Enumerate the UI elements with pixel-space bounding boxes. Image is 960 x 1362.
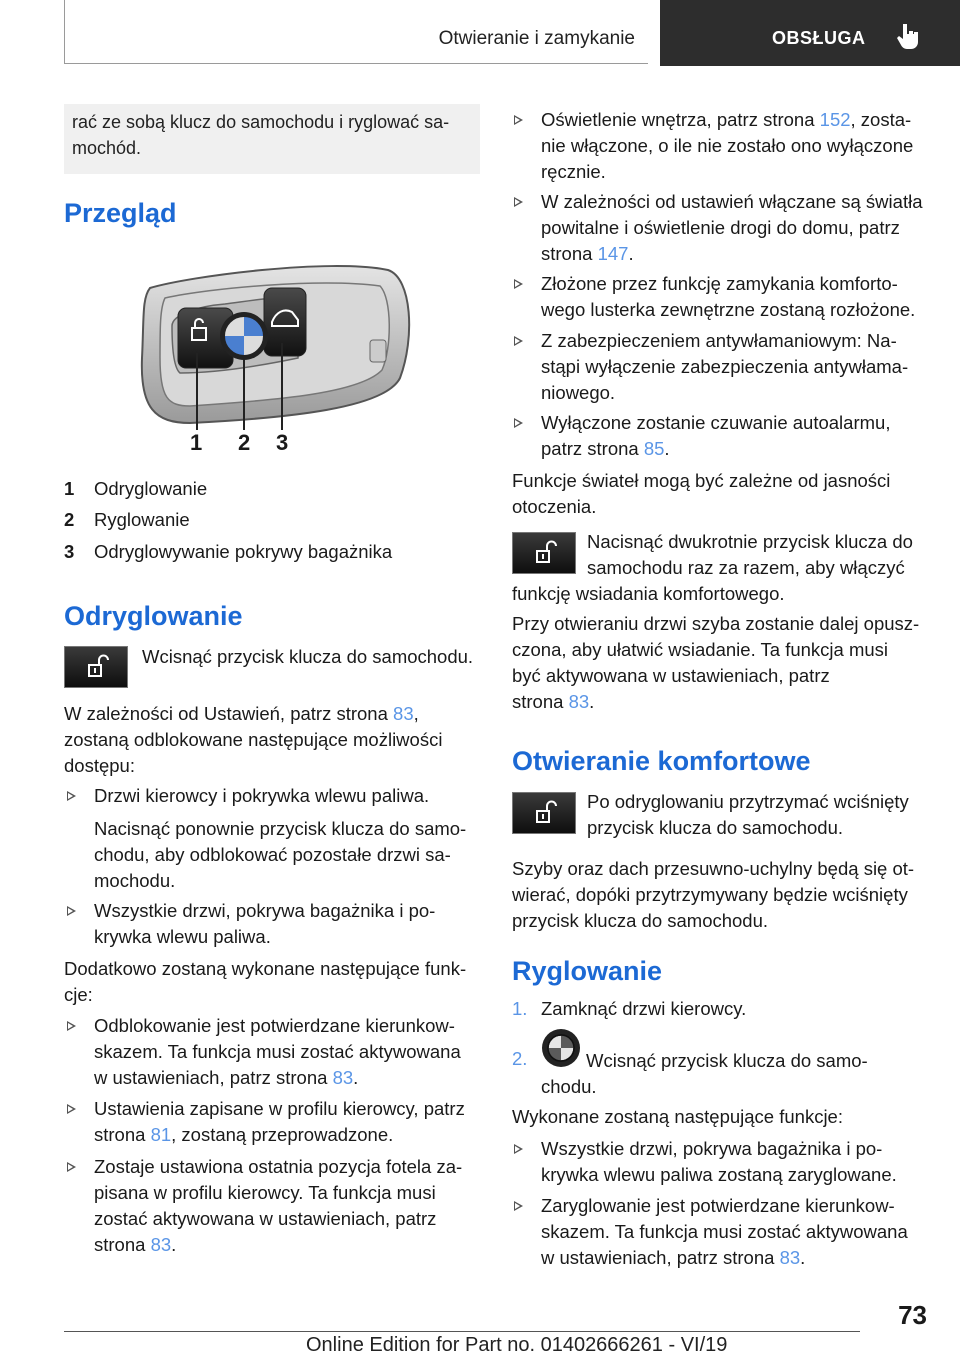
legend-text: Ryglowanie <box>94 509 190 530</box>
page-link[interactable]: 83 <box>779 1247 801 1268</box>
overview-heading: Przegląd <box>64 198 177 228</box>
bullet-icon <box>514 418 523 428</box>
settings-line-2: zostaną odblokowane następujące możliwości <box>64 729 443 750</box>
legend-num: 3 <box>64 541 75 562</box>
window-note: czona, aby ułatwić wsiadanie. Ta funkcja musi <box>512 639 889 660</box>
lock-func-item: krywka wlewu paliwa zostaną zaryglowane. <box>541 1164 897 1185</box>
hand-pointer-icon <box>895 22 921 55</box>
double-press-text: samochodu raz za razem, aby włączyć <box>587 557 905 578</box>
lock-heading: Ryglowanie <box>512 956 663 986</box>
bullet-icon <box>514 279 523 289</box>
unlock-instruction: Wcisnąć przycisk klucza do samochodu. <box>142 646 474 667</box>
unlock-func-item: Oświetlenie wnętrza, patrz strona 152, zosta- <box>541 109 912 130</box>
page-number: 73 <box>898 1300 927 1330</box>
extra-line-1: Dodatkowo zostaną wykonane następujące funk- <box>64 958 467 979</box>
chapter-tab-label: OBSŁUGA <box>772 28 866 48</box>
settings-line-1: W zależności od Ustawień, patrz strona 83, <box>64 703 419 724</box>
legend-num: 1 <box>64 478 75 499</box>
page-link[interactable]: 85 <box>643 438 665 459</box>
key-fob-figure <box>130 258 420 468</box>
intro-note: rać ze sobą klucz do samochodu i ryglować sa-mochód. <box>64 104 480 174</box>
unlock-func-item: wego lusterka zewnętrzne zostaną rozłożone. <box>541 299 916 320</box>
func-item: strona 83. <box>94 1234 177 1255</box>
bullet-icon <box>514 197 523 207</box>
func-item: strona 81, zostaną przeprowadzone. <box>94 1124 394 1145</box>
unlock-func-item: nie włączone, o ile nie zostało ono wyłączone <box>541 135 914 156</box>
callout-2: 2 <box>238 430 251 455</box>
unlock-key-icon <box>512 792 576 834</box>
comfort-instruction: przycisk klucza do samochodu. <box>587 817 844 838</box>
chapter-tab[interactable] <box>660 0 960 66</box>
legend-text: Odryglowanie <box>94 478 208 499</box>
unlock-key-icon <box>64 646 128 688</box>
unlock-func-item: strona 147. <box>541 243 634 264</box>
bmw-button-icon <box>541 1028 581 1068</box>
window-note: być aktywowana w ustawieniach, patrz <box>512 665 830 686</box>
func-item: skazem. Ta funkcja musi zostać aktywowana <box>94 1041 461 1062</box>
unlock-func-item: stąpi wyłączenie zabezpieczenia antywłama- <box>541 356 909 377</box>
func-item: Odblokowanie jest potwierdzane kierunkow- <box>94 1015 455 1036</box>
step-text: chodu. <box>541 1076 597 1097</box>
bullet-icon <box>67 1162 76 1172</box>
callout-3: 3 <box>276 430 289 455</box>
step-number: 1. <box>512 998 528 1019</box>
page-link[interactable]: 83 <box>332 1067 354 1088</box>
lock-functions-intro: Wykonane zostaną następujące funkcje: <box>512 1106 843 1127</box>
page-link[interactable]: 152 <box>819 109 851 130</box>
func-item: Zostaje ustawiona ostatnia pozycja fotela za- <box>94 1156 463 1177</box>
unlock-func-item: Złożone przez funkcję zamykania komforto- <box>541 273 898 294</box>
lock-func-item: skazem. Ta funkcja musi zostać aktywowana <box>541 1221 908 1242</box>
unlock-func-item: Wyłączone zostanie czuwanie autoalarmu, <box>541 412 891 433</box>
window-note: strona 83. <box>512 691 595 712</box>
step-text: Wcisnąć przycisk klucza do samo- <box>586 1050 868 1071</box>
window-note: Przy otwieraniu drzwi szyba zostanie dalej opusz- <box>512 613 920 634</box>
bullet-icon <box>67 791 76 801</box>
func-item: pisana w profilu kierowcy. Ta funkcja musi <box>94 1182 436 1203</box>
access-sub-line: mochodu. <box>94 870 176 891</box>
access-item: Drzwi kierowcy i pokrywka wlewu paliwa. <box>94 785 430 806</box>
access-item: krywka wlewu paliwa. <box>94 926 271 947</box>
bullet-icon <box>514 1144 523 1154</box>
unlock-func-item: niowego. <box>541 382 616 403</box>
legend-text: Odryglowywanie pokrywy bagażnika <box>94 541 393 562</box>
page-link[interactable]: 83 <box>568 691 590 712</box>
bullet-icon <box>514 1201 523 1211</box>
access-item: Wszystkie drzwi, pokrywa bagażnika i po- <box>94 900 436 921</box>
comfort-heading: Otwieranie komfortowe <box>512 746 811 776</box>
access-sub-line: chodu, aby odblokować pozostałe drzwi sa- <box>94 844 451 865</box>
page-link[interactable]: 83 <box>150 1234 172 1255</box>
unlock-key-icon <box>512 532 576 574</box>
settings-line-3: dostępu: <box>64 755 135 776</box>
unlock-func-item: W zależności od ustawień włączane są światła <box>541 191 923 212</box>
page-link[interactable]: 83 <box>393 703 414 724</box>
unlock-func-item: Z zabezpieczeniem antywłamaniowym: Na- <box>541 330 897 351</box>
lights-note: otoczenia. <box>512 496 597 517</box>
lock-func-item: Wszystkie drzwi, pokrywa bagażnika i po- <box>541 1138 883 1159</box>
comfort-note: Szyby oraz dach przesuwno-uchylny będą się ot- <box>512 858 915 879</box>
footer-divider <box>64 1331 860 1332</box>
lock-func-item: Zaryglowanie jest potwierdzane kierunkow- <box>541 1195 895 1216</box>
func-item: Ustawienia zapisane w profilu kierowcy, patrz <box>94 1098 465 1119</box>
callout-1: 1 <box>190 430 203 455</box>
section-title: Otwieranie i zamykanie <box>438 28 635 49</box>
page-link[interactable]: 81 <box>150 1124 172 1145</box>
step-text: Zamknąć drzwi kierowcy. <box>541 998 747 1019</box>
double-press-text: Nacisnąć dwukrotnie przycisk klucza do <box>587 531 913 552</box>
edition-text: Online Edition for Part no. 01402666261 - VI/19 <box>306 1334 728 1356</box>
lock-func-item: w ustawieniach, patrz strona 83. <box>541 1247 806 1268</box>
func-item: w ustawieniach, patrz strona 83. <box>94 1067 359 1088</box>
step-number: 2. <box>512 1048 528 1069</box>
page-link[interactable]: 147 <box>597 243 629 264</box>
unlock-heading: Odryglowanie <box>64 601 243 631</box>
comfort-instruction: Po odryglowaniu przytrzymać wciśnięty <box>587 791 909 812</box>
comfort-note: wierać, dopóki przytrzymywany będzie wciśnięty <box>512 884 908 905</box>
double-press-text: funkcję wsiadania komfortowego. <box>512 583 785 604</box>
access-sub-line: Nacisnąć ponownie przycisk klucza do samo- <box>94 818 467 839</box>
func-item: zostać aktywowana w ustawieniach, patrz <box>94 1208 437 1229</box>
bullet-icon <box>514 115 523 125</box>
unlock-func-item: ręcznie. <box>541 161 606 182</box>
unlock-func-item: powitalne i oświetlenie drogi do domu, patrz <box>541 217 900 238</box>
bullet-icon <box>514 336 523 346</box>
bullet-icon <box>67 1104 76 1114</box>
legend-num: 2 <box>64 509 75 530</box>
extra-line-2: cje: <box>64 984 93 1005</box>
comfort-note: przycisk klucza do samochodu. <box>512 910 769 931</box>
unlock-func-item: patrz strona 85. <box>541 438 670 459</box>
bullet-icon <box>67 906 76 916</box>
lights-note: Funkcje świateł mogą być zależne od jasności <box>512 470 891 491</box>
bullet-icon <box>67 1021 76 1031</box>
